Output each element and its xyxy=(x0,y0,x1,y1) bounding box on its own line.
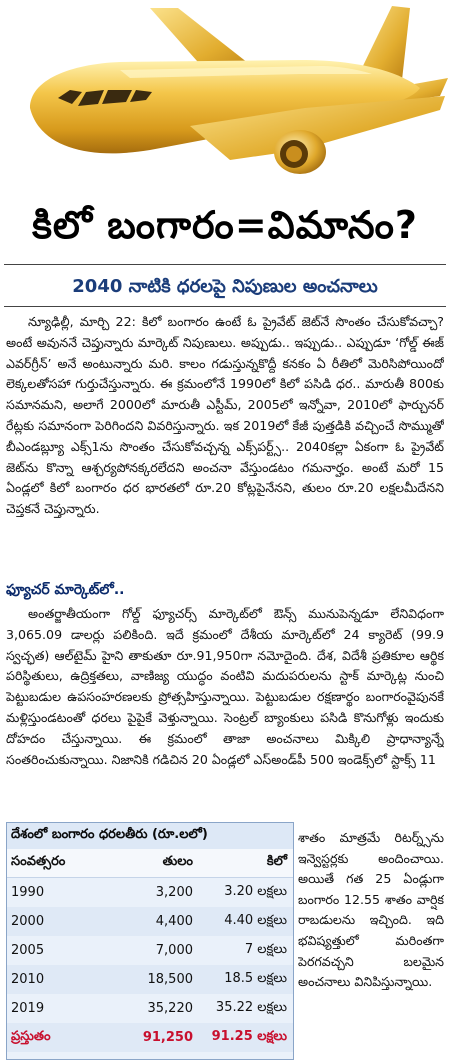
subheadline-divider xyxy=(4,306,446,307)
cell-kilo: 35.22 లక్షలు xyxy=(215,999,287,1015)
cell-tola: 91,250 xyxy=(142,1030,193,1045)
table-header-row xyxy=(7,849,293,878)
cell-tola: 18,500 xyxy=(147,972,193,987)
table-row xyxy=(7,965,293,994)
headline: కిలో బంగారం=విమానం? xyxy=(32,203,418,247)
intro-paragraph-text: న్యూఢిల్లీ, మార్చి 22: కిలో బంగారం ఉంటే ఓ ప్రైవేట్ జెట్‌నే సొంతం చేసుకోవచ్చా? అంటే అవుననే చెప్తున్నారు మార్కెట్ నిపుణులు. అప్పుడు.. ఇప్పుడు.. ఎప్పుడూ ‘గోల్డ్ ఈజ్ ఎవర్‌గ్రీన్’ అనే అంటున్నారు మరి. కాలం గడుస్తున్నకొద్దీ కనకం ఏ రీతిలో మెరిసిపోయిందో లెక్కలతోసహా గుర్తుచేస్తున్నారు. ఈ క్రమంలోనే 1990లో కిలో పసిడి ధర.. మారుతీ 800కు సమానమని, అలాగే 2000లో మారుతీ ఎస్టీమ్, 2005లో ఇన్నోవా, 2010లో ఫార్చునర్ రేట్లకు సమానంగా పెరిగిందని వివరిస్తున్నారు. ఇక 2019లో కేజీ పుత్తడికి వచ్చించే సొమ్ముతో బీఎండబ్ల్యూ ఎక్స్1ను సొంతం చేసుకోవచ్చన్న ఎక్స్‌పర్ట్స్.. 2040కల్లా ఏకంగా ఓ ప్రైవేట్ జెట్‌ను కొన్నా ఆశ్చర్యపోనక్కరలేదని అంచనా వేస్తుండటం గమనార్హం. అంటే మరో 15 ఏండ్లలో కిలో బంగారం ధర భారతలో రూ.20 కోట్లపైనేనని, తులం రూ.20 లక్షలమీదేనని చెప్తకనే చెప్తున్నారు. xyxy=(6,314,444,517)
cell-tola: 35,220 xyxy=(147,1001,193,1016)
header-kilo: కిలో xyxy=(266,854,287,869)
subheadline: 2040 నాటికి ధరలపై నిపుణుల అంచనాలు xyxy=(72,276,378,297)
table-row-current xyxy=(7,1023,293,1052)
hero-image xyxy=(0,0,450,196)
intro-paragraph xyxy=(6,312,444,574)
header-tola: తులం xyxy=(162,854,193,869)
cell-tola: 7,000 xyxy=(155,943,193,958)
cell-year: 1990 xyxy=(11,885,45,900)
cell-year: 2005 xyxy=(11,943,45,958)
side-paragraph: శాతం మాత్రమే రిటర్న్స్‌ను ఇన్వెస్టర్లకు అందించాయి. అయితే గత 25 ఏండ్లుగా బంగారం 12.55 శాతం వార్షిక రాబడులను ఇచ్చింది. ఇది భవిష్యత్తులో మరింతగా పెరగవచ్చని బలమైన అంచనాలు వినిపిస్తున్నాయి. xyxy=(298,830,444,990)
table-row xyxy=(7,994,293,1023)
table-row xyxy=(7,936,293,965)
table-title: దేశంలో బంగారం ధరలతీరు (రూ.లలో) xyxy=(7,823,293,849)
table-row xyxy=(7,907,293,936)
cell-kilo: 91.25 లక్షలు xyxy=(211,1028,287,1044)
section-paragraph-text: అంతర్జాతీయంగా గోల్డ్ ఫ్యూచర్స్ మార్కెట్‌లో ఔన్స్ మునుపెన్నడూ లేనివిధంగా 3,065.09 డాలర్లు పలికింది. ఇదే క్రమంలో దేశీయ మార్కెట్‌లో 24 క్యారెట్ (99.9 స్వచ్ఛత) ఆల్‌టైమ్ హైని తాకుతూ రూ.91,950గా నమోదైంది. దేశ, విదేశీ ప్రతికూల ఆర్థిక పరిస్థితులు, ఉద్రిక్తతలు, వాణిజ్య యుద్ధం వంటివి మదుపరులను స్టాక్ మార్కెట్ల నుంచి పెట్టుబడుల ఉపసంహరణలకు ప్రోత్సహిస్తున్నాయి. పెట్టుబడుల రక్షణార్థం బంగారంవైపునకే మళ్లిస్తుండటంతో ధరలు పైపైకే వెళ్తున్నాయి. సెంట్రల్ బ్యాంకులు పసిడి కొనుగోళ్లు ఇందుకు దోహదం చేస్తున్నాయి. ఈ క్రమంలో తాజా అంచనాలు మిక్కిలి ప్రాధాన్యాన్నే సంతరించుకున్నాయి. నిజానికి గడిచిన 20 ఏండ్లలో ఎస్‌అండ్‌పీ 500 ఇండెక్స్‌లో స్టాక్స్ 11 xyxy=(6,606,444,767)
section-heading: ఫ్యూచర్ మార్కెట్‌లో.. xyxy=(6,582,125,598)
cell-tola: 4,400 xyxy=(155,914,193,929)
header-year: సంవత్సరం xyxy=(11,854,66,869)
gold-price-table xyxy=(6,822,294,1060)
cell-year: 2019 xyxy=(11,1001,45,1016)
cell-kilo: 18.5 లక్షలు xyxy=(224,970,287,986)
table-row xyxy=(7,878,293,907)
cell-kilo: 7 లక్షలు xyxy=(244,941,287,957)
headline-divider xyxy=(4,264,446,265)
cell-kilo: 4.40 లక్షలు xyxy=(224,912,287,928)
golden-airplane-icon xyxy=(0,0,450,196)
cell-kilo: 3.20 లక్షలు xyxy=(224,883,287,899)
cell-year: 2000 xyxy=(11,914,45,929)
section-paragraph xyxy=(6,604,444,818)
cell-tola: 3,200 xyxy=(155,885,193,900)
cell-year: ప్రస్తుతం xyxy=(11,1028,51,1044)
cell-year: 2010 xyxy=(11,972,45,987)
